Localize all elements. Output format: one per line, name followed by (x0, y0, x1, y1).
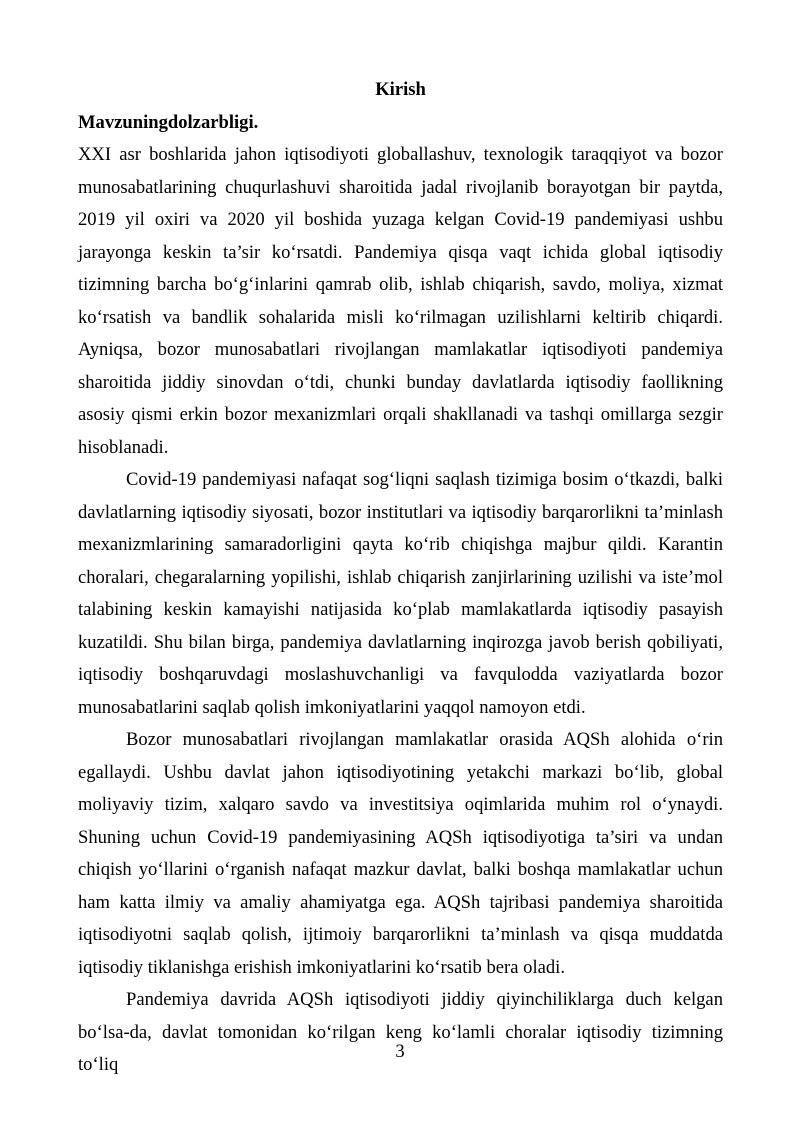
page-number: 3 (395, 1041, 405, 1062)
section-heading: Mavzuningdolzarbligi. (78, 111, 259, 133)
document-title: Kirish (375, 79, 426, 100)
paragraph-4: Pandemiya davrida AQSh iqtisodiyoti jiddiy qiyinchiliklarga duch kelgan bo‘lsa-da, davlat tomonidan ko‘rilgan keng ko‘lamli choralar iqtisodiy tizimning to‘liq (78, 989, 723, 1075)
paragraph-1: XXI asr boshlarida jahon iqtisodiyoti globallashuv, texnologik taraqqiyot va bozor munosabatlarining chuqurlashuvi sharoitida jadal rivojlanib borayotgan bir paytda, 2019 yil oxiri va 2020 yil boshida yuzaga kelgan Covid-19 pandemiyasi ushbu jarayonga keskin ta’sir ko‘rsatdi. Pandemiya qisqa vaqt ichida global iqtisodiy tizimning barcha bo‘g‘inlarini qamrab olib, ishlab chiqarish, savdo, moliya, xizmat ko‘rsatish va bandlik sohalarida misli ko‘rilmagan uzilishlarni keltirib chiqardi. Ayniqsa, bozor munosabatlari rivojlangan mamlakatlar iqtisodiyoti pandemiya sharoitida jiddiy sinovdan o‘tdi, chunki bunday davlatlarda iqtisodiy faollikning asosiy qismi erkin bozor mexanizmlari orqali shakllanadi va tashqi omillarga sezgir hisoblanadi. (78, 144, 723, 458)
document-page (78, 74, 723, 1082)
paragraph-3: Bozor munosabatlari rivojlangan mamlakatlar orasida AQSh alohida o‘rin egallaydi. Ushbu davlat jahon iqtisodiyotining yetakchi markazi bo‘lib, global moliyaviy tizim, xalqaro savdo va investitsiya oqimlarida muhim rol o‘ynaydi. Shuning uchun Covid-19 pandemiyasining AQSh iqtisodiyotiga ta’siri va undan chiqish yo‘llarini o‘rganish nafaqat mazkur davlat, balki boshqa mamlakatlar uchun ham katta ilmiy va amaliy ahamiyatga ega. AQSh tajribasi pandemiya sharoitida iqtisodiyotni saqlab qolish, ijtimoiy barqarorlikni ta’minlash va qisqa muddatda iqtisodiy tiklanishga erishish imkoniyatlarini ko‘rsatib bera oladi. (78, 729, 723, 978)
paragraph-2: Covid-19 pandemiyasi nafaqat sog‘liqni saqlash tizimiga bosim o‘tkazdi, balki davlatlarning iqtisodiy siyosati, bozor institutlari va iqtisodiy barqarorlikni ta’minlash mexanizmlarining samaradorligini qayta ko‘rib chiqishga majbur qildi. Karantin choralari, chegaralarning yopilishi, ishlab chiqarish zanjirlarining uzilishi va iste’mol talabining keskin kamayishi natijasida ko‘plab mamlakatlarda iqtisodiy pasayish kuzatildi. Shu bilan birga, pandemiya davlatlarning inqirozga javob berish qobiliyati, iqtisodiy boshqaruvdagi moslashuvchanligi va favqulodda vaziyatlarda bozor munosabatlarini saqlab qolish imkoniyatlarini yaqqol namoyon etdi. (78, 469, 723, 718)
